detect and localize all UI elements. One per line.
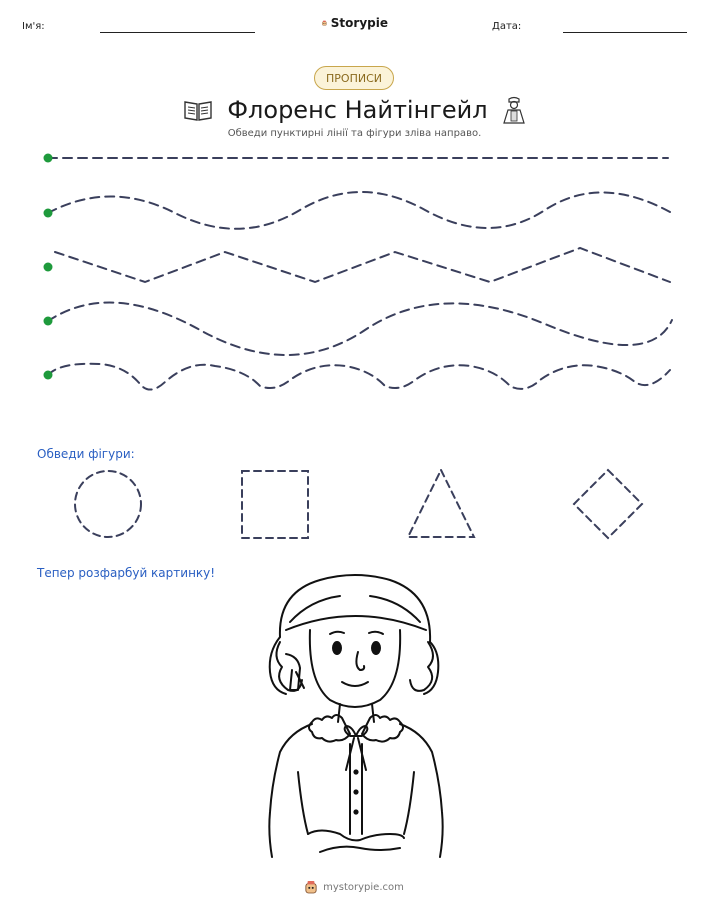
tracing-line-zigzag [55,248,670,282]
trace-square [242,471,308,538]
brand-logo [322,12,388,34]
florence-nightingale-coloring-icon[interactable] [250,572,460,862]
start-dot [44,263,53,272]
storypie-logo-icon [322,15,327,31]
start-dot [44,371,53,380]
name-label: Ім'я: [22,21,45,32]
start-dot [44,154,53,163]
nurse-icon [502,96,526,124]
tracing-line-wave-2 [48,303,672,355]
start-dot [44,209,53,218]
trace-triangle [408,470,474,537]
start-dot [44,317,53,326]
trace-circle [75,471,141,537]
coloring-section-label: Тепер розфарбуй картинку! [37,566,216,580]
footer-site[interactable]: mystorypie.com [323,881,404,893]
footer [0,880,709,894]
tracing-shapes[interactable] [0,462,709,548]
page-title-row [160,92,549,128]
date-line[interactable] [563,32,687,33]
date-label: Дата: [492,21,522,32]
trace-diamond [574,470,642,538]
tracing-line-wave-1 [48,192,670,229]
shapes-section-label: Обведи фігури: [37,447,135,461]
storypie-logo-icon [305,880,317,894]
worksheet-badge: ПРОПИСИ [314,66,394,90]
instructions: Обведи пунктирні лінії та фігури зліва направо. [227,128,482,139]
page-title: Флоренс Найтінгейл [227,96,488,124]
tracing-lines[interactable] [0,140,709,400]
brand-name: Storypie [330,16,388,30]
name-line[interactable] [100,32,255,33]
tracing-line-bump [48,364,670,390]
open-book-icon [183,98,213,122]
